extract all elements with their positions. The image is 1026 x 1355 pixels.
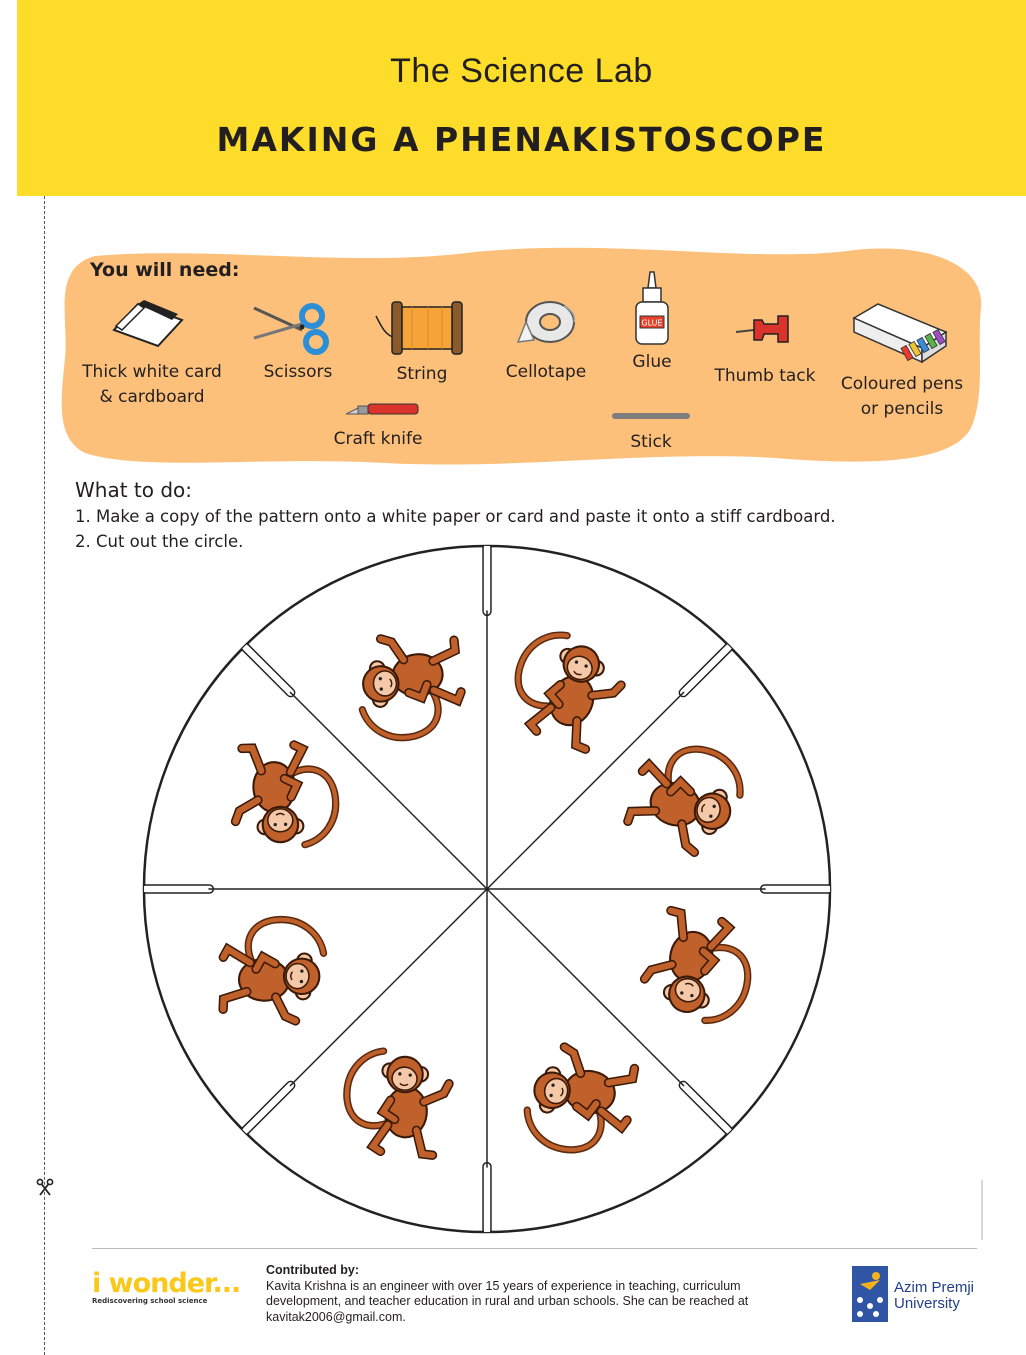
brand-tagline: Rediscovering school science <box>92 1297 208 1305</box>
item-label-stick: Stick <box>630 432 672 452</box>
viewing-slit <box>483 545 491 615</box>
craft-knife-icon <box>346 398 422 418</box>
thumb-tack-icon <box>734 312 794 346</box>
header-band <box>17 0 1026 196</box>
scissors-icon <box>250 298 332 356</box>
item-label-string: String <box>396 364 448 384</box>
viewing-slit <box>143 885 213 893</box>
svg-text:GLUE: GLUE <box>641 318 663 328</box>
pencil-box-icon <box>852 302 950 364</box>
stick-icon <box>610 410 692 422</box>
contributor-note <box>266 1263 796 1325</box>
steps-heading: What to do: <box>75 478 193 502</box>
item-label-scissors: Scissors <box>263 362 333 382</box>
materials-heading: You will need: <box>90 259 240 281</box>
step-2: 2. Cut out the circle. <box>75 532 244 551</box>
viewing-slit <box>483 1163 491 1233</box>
design-credit-mark <box>978 1180 986 1240</box>
item-label-cellotape: Cellotape <box>505 362 587 382</box>
glue-bottle-icon <box>632 270 672 346</box>
footer-divider <box>92 1248 977 1249</box>
card-icon <box>108 298 186 350</box>
brand-name: i wonder... <box>92 1268 241 1299</box>
iwonder-logo <box>92 1268 242 1305</box>
contributor-heading: Contributed by: <box>266 1263 360 1277</box>
item-label-card: Thick white card & cardboard <box>82 362 222 407</box>
scissors-cut-mark-icon <box>36 1178 54 1196</box>
contributor-text: Kavita Krishna is an engineer with over 15 years of experience in teaching, curriculum development, and teacher education in rural and urban schools. She can be reached at kavitak2006@gmail.com. <box>266 1278 749 1324</box>
item-label-thumb-tack: Thumb tack <box>714 366 816 386</box>
item-label-coloured-pens: Coloured pens or pencils <box>840 374 964 419</box>
viewing-slit <box>761 885 831 893</box>
page-title: MAKING A PHENAKISTOSCOPE <box>216 120 827 159</box>
university-logo <box>852 1264 982 1326</box>
item-label-craft-knife: Craft knife <box>333 429 423 449</box>
tape-roll-icon <box>514 296 580 346</box>
item-label-glue: Glue <box>632 352 672 372</box>
phenakistoscope-disk <box>140 542 834 1236</box>
university-name-line1: Azim Premji <box>894 1279 975 1296</box>
string-spool-icon <box>372 298 464 356</box>
step-1: 1. Make a copy of the pattern onto a white paper or card and paste it onto a stiff cardboard. <box>75 507 836 526</box>
university-name-line2: University <box>894 1295 960 1312</box>
series-title: The Science Lab <box>390 52 653 90</box>
university-emblem-icon <box>852 1266 888 1322</box>
